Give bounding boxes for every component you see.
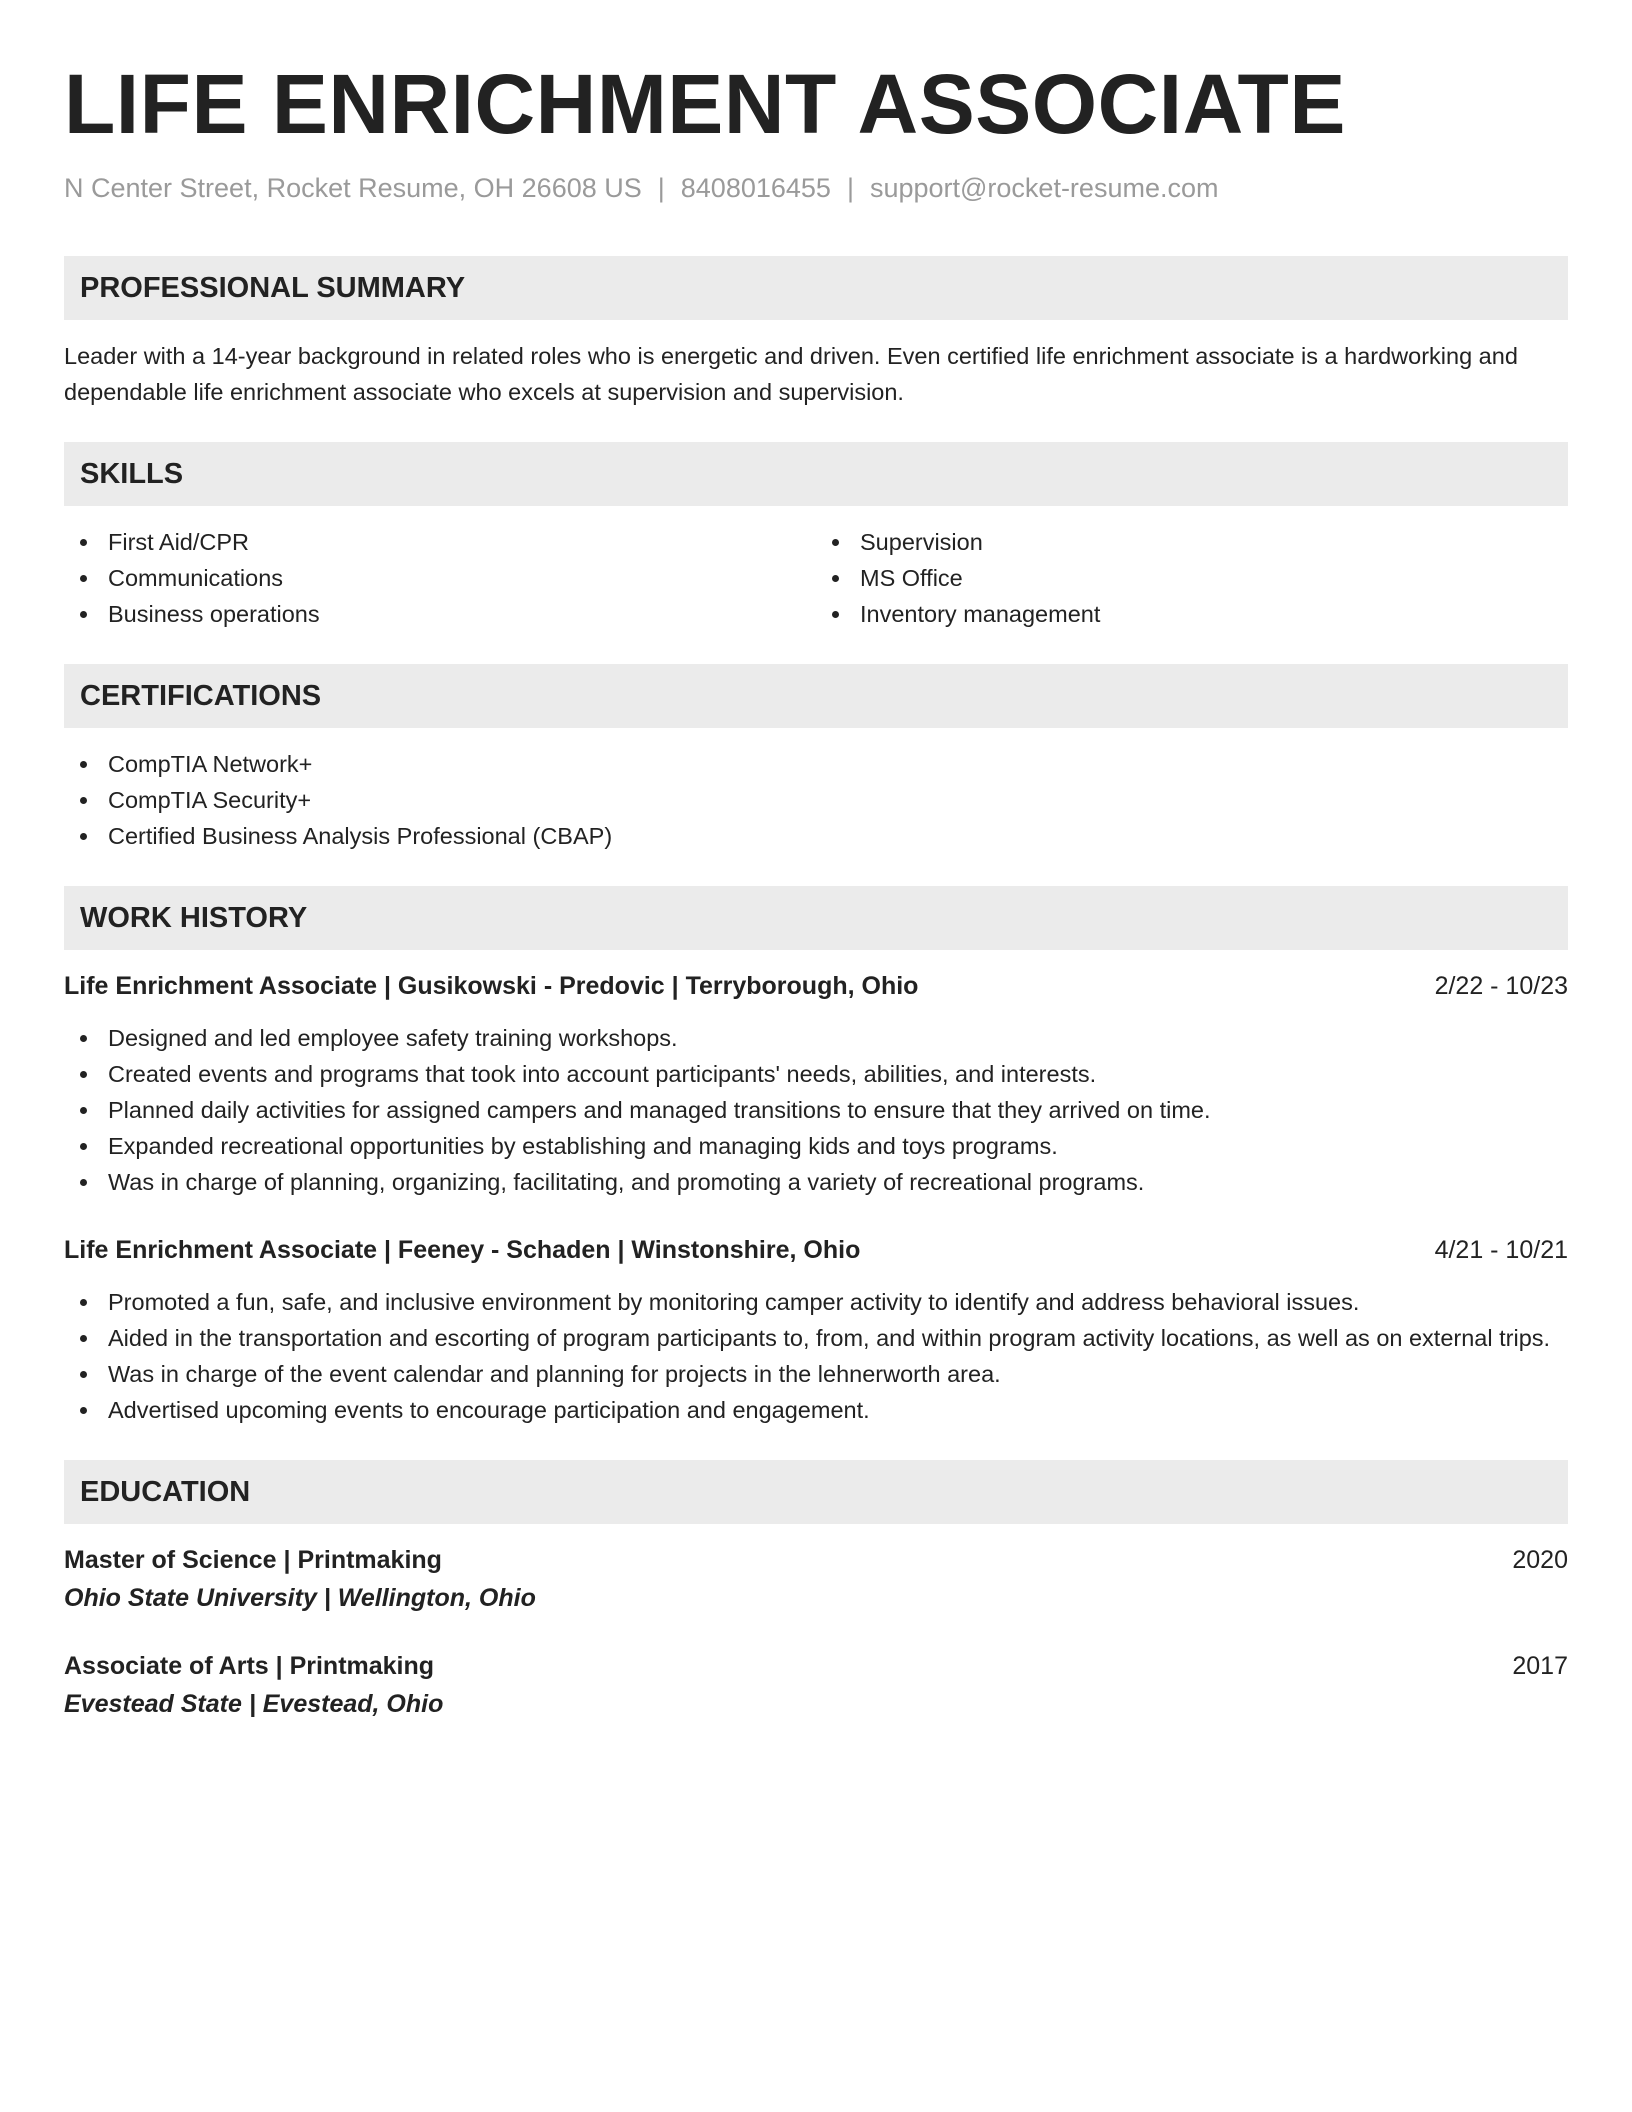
contact-line <box>64 170 1568 206</box>
job-bullet: Created events and programs that took into account participants' needs, abilities, and interests. <box>64 1056 1568 1092</box>
job-bullet: Planned daily activities for assigned campers and managed transitions to ensure that they arrived on time. <box>64 1092 1568 1128</box>
contact-separator: | <box>657 173 665 203</box>
skills-grid <box>64 524 1568 632</box>
job-entry <box>64 1232 1568 1428</box>
job-bullet: Expanded recreational opportunities by establishing and managing kids and toys programs. <box>64 1128 1568 1164</box>
skills-column-right <box>816 524 1568 632</box>
education-entry <box>64 1648 1568 1722</box>
job-bullets <box>64 1284 1568 1428</box>
summary-text: Leader with a 14-year background in related roles who is energetic and driven. Even certified life enrichment associate is a hardworking and dependable life enrichment associate who excels at supervision and supervision. <box>64 343 1518 405</box>
job-bullets <box>64 1020 1568 1200</box>
job-bullet: Advertised upcoming events to encourage participation and engagement. <box>64 1392 1568 1428</box>
education-year: 2017 <box>1512 1652 1568 1680</box>
certification-item: Certified Business Analysis Professional (CBAP) <box>64 818 1568 854</box>
candidate-name: LIFE ENRICHMENT ASSOCIATE <box>64 57 1346 151</box>
job-entry <box>64 968 1568 1200</box>
education-entry <box>64 1542 1568 1616</box>
section-heading-education: EDUCATION <box>64 1460 1568 1524</box>
section-heading-certifications: CERTIFICATIONS <box>64 664 1568 728</box>
job-dates: 4/21 - 10/21 <box>1434 1236 1568 1264</box>
job-header <box>64 968 1568 1004</box>
section-heading-skills: SKILLS <box>64 442 1568 506</box>
skill-item: Supervision <box>816 524 1568 560</box>
education-header <box>64 1542 1568 1578</box>
contact-phone: 8408016455 <box>680 173 831 203</box>
job-header <box>64 1232 1568 1268</box>
job-title: Life Enrichment Associate | Gusikowski - Predovic | Terryborough, Ohio <box>64 972 919 1000</box>
certification-list <box>64 746 1568 854</box>
education-header <box>64 1648 1568 1684</box>
contact-email: support@rocket-resume.com <box>869 173 1219 203</box>
job-bullet: Was in charge of planning, organizing, facilitating, and promoting a variety of recreational programs. <box>64 1164 1568 1200</box>
skill-item: First Aid/CPR <box>64 524 816 560</box>
education-degree: Master of Science | Printmaking <box>64 1546 442 1574</box>
certification-item: CompTIA Network+ <box>64 746 1568 782</box>
education-school: Evestead State | Evestead, Ohio <box>64 1690 444 1718</box>
job-bullet: Designed and led employee safety training workshops. <box>64 1020 1568 1056</box>
education-degree: Associate of Arts | Printmaking <box>64 1652 435 1680</box>
skill-item: MS Office <box>816 560 1568 596</box>
job-bullet: Aided in the transportation and escorting of program participants to, from, and within program activity locations, as well as on external trips. <box>64 1320 1568 1356</box>
job-bullet: Was in charge of the event calendar and planning for projects in the lehnerworth area. <box>64 1356 1568 1392</box>
job-bullet: Promoted a fun, safe, and inclusive environment by monitoring camper activity to identify and address behavioral issues. <box>64 1284 1568 1320</box>
contact-address: N Center Street, Rocket Resume, OH 26608 US <box>64 173 642 203</box>
contact-separator: | <box>846 173 854 203</box>
job-dates: 2/22 - 10/23 <box>1434 972 1568 1000</box>
skill-item: Inventory management <box>816 596 1568 632</box>
section-heading-work-history: WORK HISTORY <box>64 886 1568 950</box>
skill-item: Business operations <box>64 596 816 632</box>
skills-column-left <box>64 524 816 632</box>
education-school: Ohio State University | Wellington, Ohio <box>64 1584 536 1612</box>
certification-item: CompTIA Security+ <box>64 782 1568 818</box>
job-title: Life Enrichment Associate | Feeney - Schaden | Winstonshire, Ohio <box>64 1236 861 1264</box>
skill-item: Communications <box>64 560 816 596</box>
section-heading-summary: PROFESSIONAL SUMMARY <box>64 256 1568 320</box>
education-year: 2020 <box>1512 1546 1568 1574</box>
